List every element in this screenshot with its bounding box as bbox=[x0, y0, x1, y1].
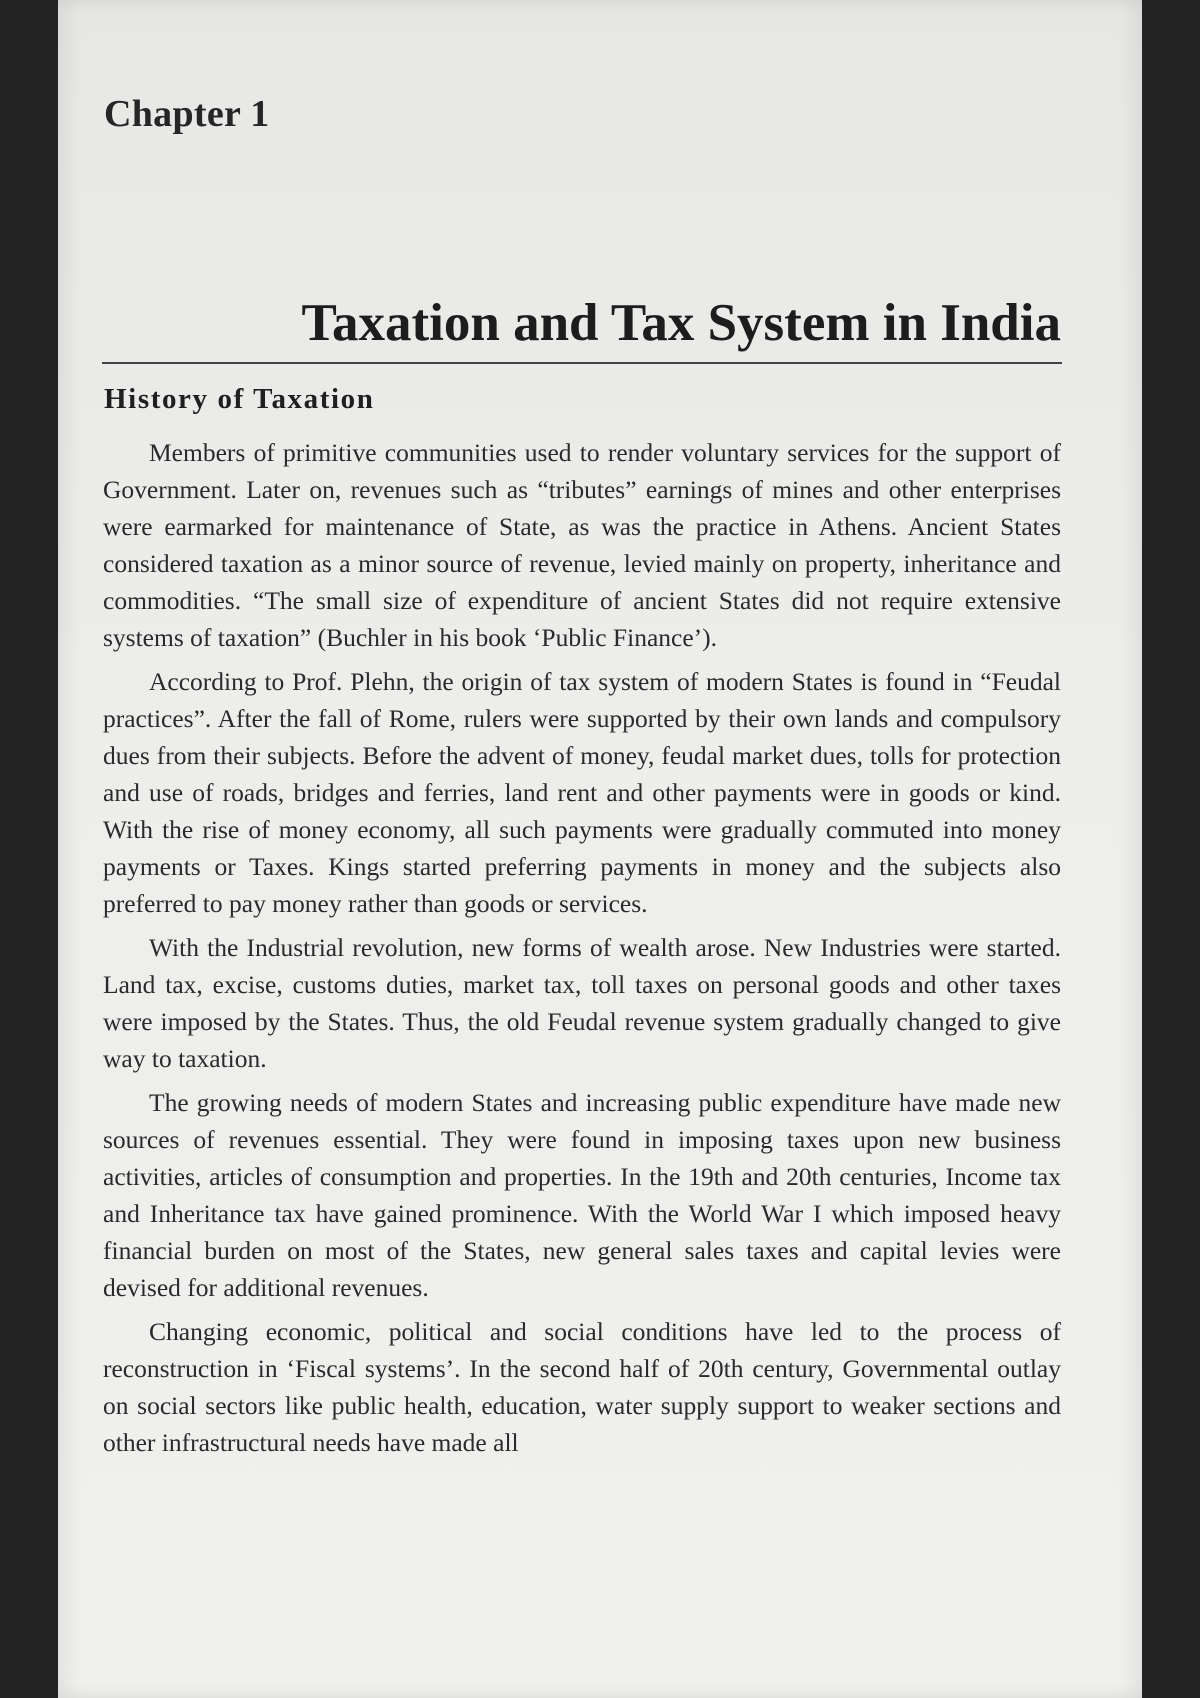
paragraph: Changing economic, political and social conditions have led to the process of reconstruction in ‘Fiscal systems’. In the second half of 20th century, Governmental outlay on social sectors like public health, education, water supply support to weaker sections and other infrastructural needs have made all bbox=[103, 1317, 1061, 1457]
paragraph: According to Prof. Plehn, the origin of tax system of modern States is found in “Feudal practices”. After the fall of Rome, rulers were supported by their own lands and compulsory dues from their subjects. Before the advent of money, feudal market dues, tolls for protection and use of roads, bridges and ferries, land rent and other payments were in goods or kind. With the rise of money economy, all such payments were gradually commuted into money payments or Taxes. Kings started preferring payments in money and the subjects also preferred to pay money rather than goods or services. bbox=[103, 667, 1061, 918]
chapter-title: Taxation and Tax System in India bbox=[301, 294, 1061, 352]
chapter-label: Chapter 1 bbox=[104, 93, 270, 135]
book-page bbox=[58, 0, 1142, 1698]
paragraph: With the Industrial revolution, new forms of wealth arose. New Industries were started. Land tax, excise, customs duties, market tax, toll taxes on personal goods and other taxes were imposed by the States. Thus, the old Feudal revenue system gradually changed to give way to taxation. bbox=[103, 933, 1061, 1073]
paragraph: The growing needs of modern States and increasing public expenditure have made new sources of revenues essential. They were found in imposing taxes upon new business activities, articles of consumption and properties. In the 19th and 20th centuries, Income tax and Inheritance tax have gained prominence. With the World War I which imposed heavy financial burden on most of the States, new general sales taxes and capital levies were devised for additional revenues. bbox=[103, 1088, 1061, 1302]
body-text bbox=[103, 434, 1061, 1468]
section-heading: History of Taxation bbox=[104, 383, 375, 415]
paragraph: Members of primitive communities used to render voluntary services for the support of Government. Later on, revenues such as “tributes” earnings of mines and other enterprises were earmarked for maintenance of State, as was the practice in Athens. Ancient States considered taxation as a minor source of revenue, levied mainly on property, inheritance and commodities. “The small size of expenditure of ancient States did not require extensive systems of taxation” (Buchler in his book ‘Public Finance’). bbox=[103, 438, 1061, 652]
title-rule bbox=[102, 362, 1062, 364]
